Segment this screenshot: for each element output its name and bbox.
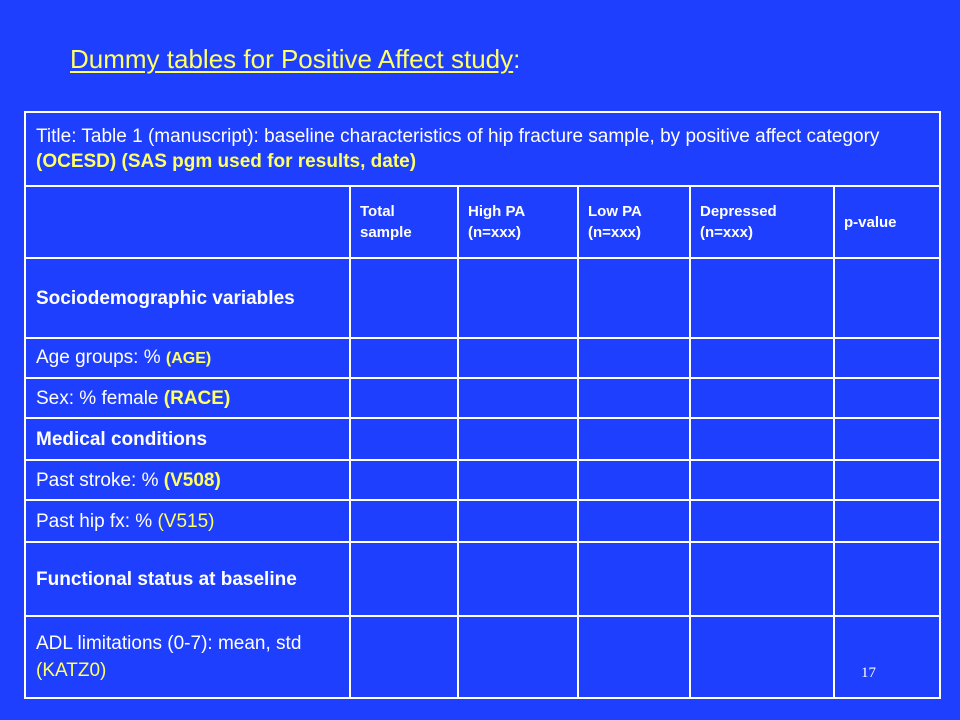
- table-cell: [350, 460, 458, 500]
- slide-title-text: Dummy tables for Positive Affect study: [70, 44, 514, 74]
- table-cell: [834, 460, 940, 500]
- row-label-text: Past stroke: %: [36, 469, 164, 491]
- table-cell: [458, 378, 578, 418]
- table-cell: [350, 258, 458, 338]
- row-label-text: Functional status at baseline: [36, 568, 297, 590]
- table-cell: [350, 338, 458, 378]
- table-cell: [578, 542, 690, 616]
- table-cell: [690, 500, 834, 542]
- row-label-medical: [25, 418, 350, 460]
- table-cell: [690, 378, 834, 418]
- column-header-total: Total sample: [350, 186, 458, 258]
- column-header-blank: [25, 186, 350, 258]
- column-header-p-value: p-value: [834, 186, 940, 258]
- table-title-plain: Title: Table 1 (manuscript): baseline characteristics of hip fracture sample, by positive affect category: [36, 126, 880, 147]
- table-cell: [350, 542, 458, 616]
- table-cell: [350, 378, 458, 418]
- table-row: [25, 258, 940, 338]
- table-cell: [690, 258, 834, 338]
- table-cell: [834, 378, 940, 418]
- row-label-age: [25, 338, 350, 378]
- table-cell: [578, 258, 690, 338]
- table-title-cell: [25, 112, 940, 186]
- row-label-text: ADL limitations (0-7): mean, std: [36, 633, 302, 654]
- table-cell: [834, 542, 940, 616]
- table-cell: [690, 460, 834, 500]
- table-cell: [350, 616, 458, 698]
- column-header-depressed: Depressed (n=xxx): [690, 186, 834, 258]
- row-label-past-stroke: [25, 460, 350, 500]
- table-cell: [834, 418, 940, 460]
- table-cell: [690, 338, 834, 378]
- column-header-row: [25, 186, 940, 258]
- table-cell: [578, 500, 690, 542]
- row-variable-code: (KATZ0): [36, 660, 107, 681]
- row-label-sex: [25, 378, 350, 418]
- column-header-low-pa: Low PA (n=xxx): [578, 186, 690, 258]
- row-variable-code: (RACE): [163, 387, 231, 409]
- table-cell: [458, 500, 578, 542]
- row-label-text: Medical conditions: [36, 428, 208, 450]
- row-variable-code: (AGE): [165, 350, 212, 367]
- table-cell: [690, 616, 834, 698]
- row-label-text: Past hip fx: %: [36, 510, 158, 532]
- table-cell: [578, 418, 690, 460]
- table-cell: [690, 542, 834, 616]
- table-title-highlight: (OCESD) (SAS pgm used for results, date): [36, 151, 417, 172]
- table-cell: [834, 616, 940, 698]
- row-label-adl: [25, 616, 350, 698]
- row-label-text: Sociodemographic variables: [36, 287, 295, 309]
- row-label-functional-status: [25, 542, 350, 616]
- dummy-table: [24, 111, 941, 699]
- table-cell: [458, 616, 578, 698]
- slide-title: [70, 44, 520, 75]
- table-cell: [834, 500, 940, 542]
- table-cell: [578, 616, 690, 698]
- column-header-high-pa: High PA (n=xxx): [458, 186, 578, 258]
- table-cell: [458, 460, 578, 500]
- table-cell: [578, 378, 690, 418]
- table-cell: [834, 258, 940, 338]
- table-cell: [690, 418, 834, 460]
- table-row: [25, 418, 940, 460]
- row-variable-code: (V508): [163, 469, 221, 491]
- row-label-text: Age groups: %: [36, 347, 166, 368]
- slide-title-colon: :: [513, 44, 521, 74]
- table-row: [25, 338, 940, 378]
- table-cell: [350, 500, 458, 542]
- table-row: [25, 378, 940, 418]
- table-cell: [578, 338, 690, 378]
- table-cell: [458, 418, 578, 460]
- row-label-sociodemographic: [25, 258, 350, 338]
- row-variable-code: (V515): [157, 510, 215, 532]
- table-cell: [458, 338, 578, 378]
- row-label-text: Sex: % female: [36, 387, 164, 409]
- table-cell: [458, 258, 578, 338]
- table-cell: [458, 542, 578, 616]
- row-label-past-hip-fx: [25, 500, 350, 542]
- table-row: [25, 542, 940, 616]
- table-row: [25, 500, 940, 542]
- table-row: [25, 616, 940, 698]
- table-cell: [350, 418, 458, 460]
- table-cell: [834, 338, 940, 378]
- table-row: [25, 460, 940, 500]
- table-cell: [578, 460, 690, 500]
- page-number: 17: [861, 665, 876, 681]
